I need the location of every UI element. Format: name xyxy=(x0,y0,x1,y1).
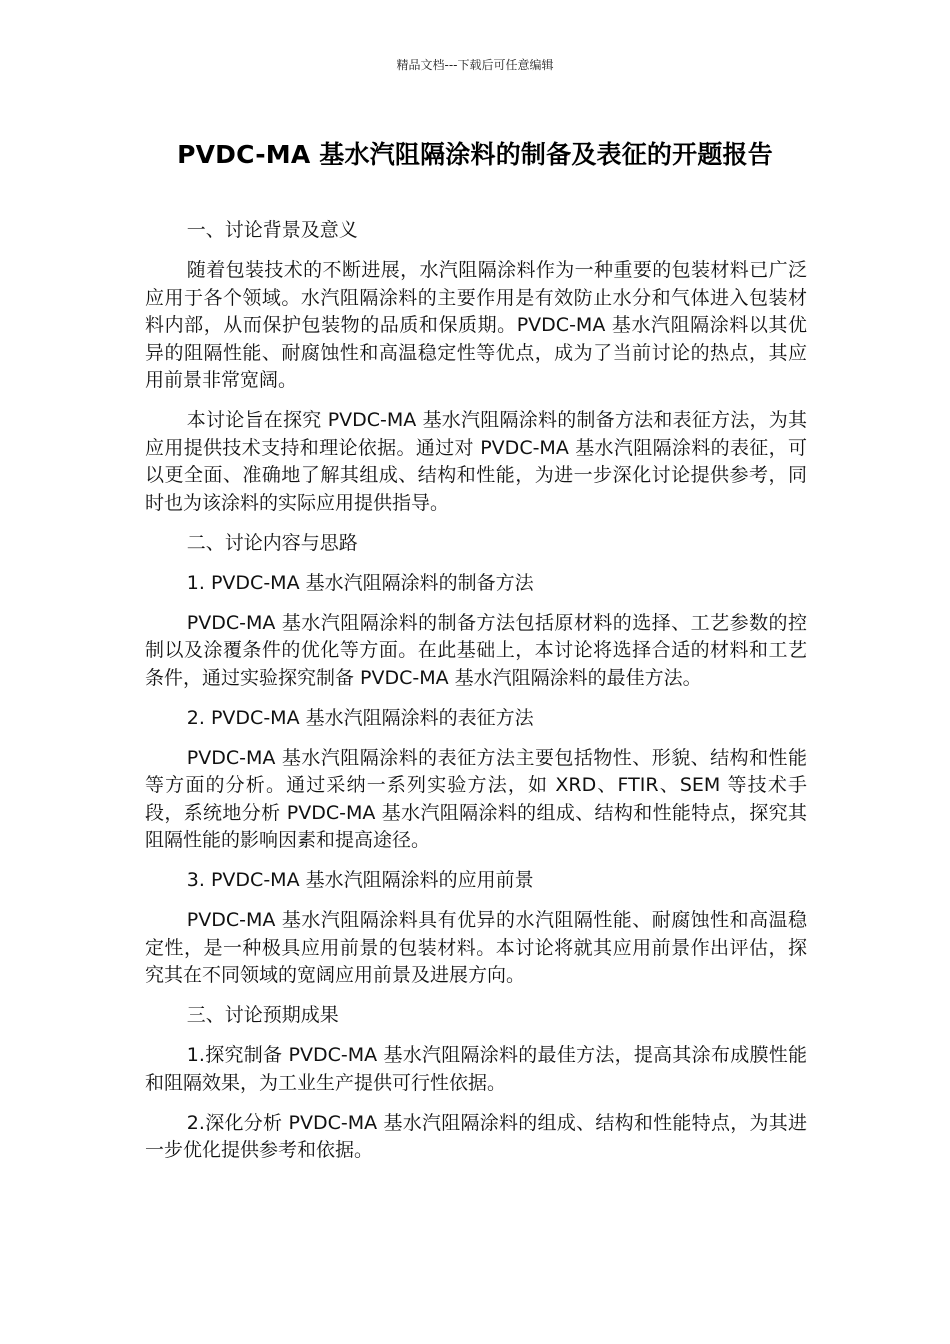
subheading-characterization: 2. PVDC-MA 基水汽阻隔涂料的表征方法 xyxy=(186,706,534,729)
paragraph-background-1: 随着包装技术的不断进展，水汽阻隔涂料作为一种重要的包装材料已广泛应用于各个领域。水汽阻隔涂料的主要作用是有效防止水分和气体进入包装材料内部，从而保护包装物的品质和保质期。PVDC-MA 基水汽阻隔涂料以其优异的阻隔性能、耐腐蚀性和高温稳定性等优点，成为了当前讨论的热点，其应用前景非常宽阔。 xyxy=(145,259,807,391)
document-body xyxy=(145,217,807,1177)
paragraph-result-1: 1.探究制备 PVDC-MA 基水汽阻隔涂料的最佳方法，提高其涂布成膜性能和阻隔效果，为工业生产提供可行性依据。 xyxy=(145,1044,807,1094)
paragraph-characterization: PVDC-MA 基水汽阻隔涂料的表征方法主要包括物性、形貌、结构和性能等方面的分析。通过采纳一系列实验方法，如 XRD、FTIR、SEM 等技术手段，系统地分析 PVDC-MA 基水汽阻隔涂料的组成、结构和性能特点，探究其阻隔性能的影响因素和提高途径。 xyxy=(145,746,807,851)
paragraph-preparation: PVDC-MA 基水汽阻隔涂料的制备方法包括原材料的选择、工艺参数的控制以及涂覆条件的优化等方面。在此基础上，本讨论将选择合适的材料和工艺条件，通过实验探究制备 PVDC-MA 基水汽阻隔涂料的最佳方法。 xyxy=(145,611,807,689)
section-heading-results: 三、讨论预期成果 xyxy=(186,1004,339,1026)
section-heading-background: 一、讨论背景及意义 xyxy=(186,219,358,241)
subheading-application: 3. PVDC-MA 基水汽阻隔涂料的应用前景 xyxy=(186,869,534,891)
paragraph-application: PVDC-MA 基水汽阻隔涂料具有优异的水汽阻隔性能、耐腐蚀性和高温稳定性，是一种极具应用前景的包装材料。本讨论将就其应用前景作出评估，探究其在不同领域的宽阔应用前景及进展方向。 xyxy=(145,909,807,986)
paragraph-background-2: 本讨论旨在探究 PVDC-MA 基水汽阻隔涂料的制备方法和表征方法，为其应用提供技术支持和理论依据。通过对 PVDC-MA 基水汽阻隔涂料的表征，可以更全面、准确地了解其组成、结构和性能，为进一步深化讨论提供参考，同时也为该涂料的实际应用提供指导。 xyxy=(145,409,807,514)
section-heading-content: 二、讨论内容与思路 xyxy=(186,531,358,554)
header-note: 精品文档---下载后可任意编辑 xyxy=(396,58,554,72)
paragraph-result-2: 2.深化分析 PVDC-MA 基水汽阻隔涂料的组成、结构和性能特点，为其进一步优化提供参考和依据。 xyxy=(145,1111,807,1161)
subheading-preparation: 1. PVDC-MA 基水汽阻隔涂料的制备方法 xyxy=(186,571,534,594)
document-title: PVDC-MA 基水汽阻隔涂料的制备及表征的开题报告 xyxy=(177,140,773,169)
